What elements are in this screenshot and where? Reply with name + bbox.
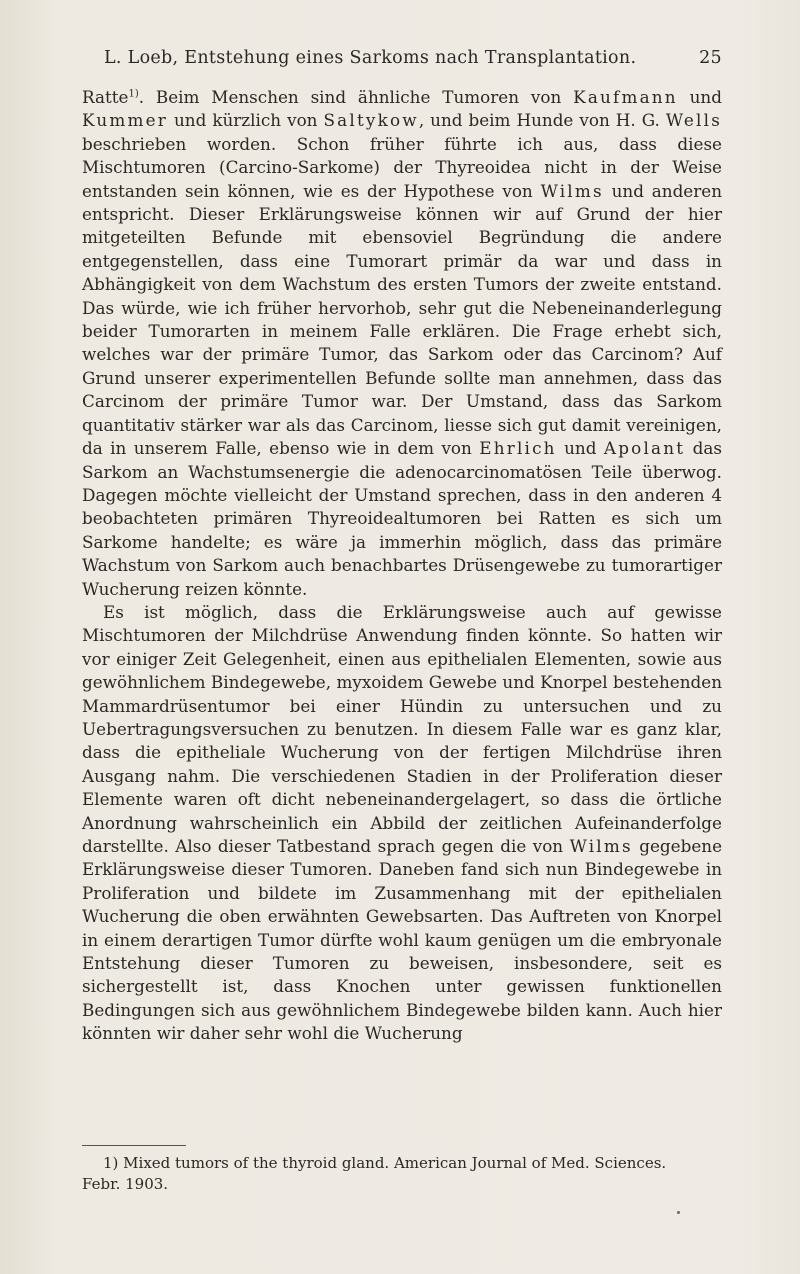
footnote	[82, 1153, 722, 1195]
text-run: , und beim Hunde von H. G.	[418, 110, 666, 131]
author-name: Apolant	[603, 438, 686, 459]
running-header	[104, 48, 722, 68]
text-run: beschrieben worden. Schon früher führte ich aus, dass diese Mischtumoren (Carcino-Sarkome) der Thyreoidea nicht in der Weise entstanden sein können, wie es der Hypothese von	[82, 133, 722, 201]
text-run: und	[677, 87, 722, 107]
text-run: und kürzlich von	[167, 110, 324, 131]
body-text	[82, 86, 722, 1046]
text-run: . Beim Menschen sind ähnliche Tumoren von	[138, 87, 574, 107]
footnote-line-2: Febr. 1903.	[82, 1175, 169, 1193]
author-name: Kaufmann	[573, 87, 678, 107]
text-run: gegebene Erklärungsweise dieser Tumoren. Daneben fand sich nun Bindegewebe in Proliferation und bildete im Zusammenhang mit der epithelialen Wucherung die oben erwähnten Gewebsarten. Das Auftreten von Knorpel in einem derartigen Tumor dürfte wohl kaum genügen um die embryonale Entstehung dieser Tumoren zu beweisen, insbesondere, seit es sichergestellt ist, dass Knochen unter gewissen funktionellen Bedingungen sich aus gewöhnlichem Bindegewebe bilden kann. Auch hier könnten wir daher sehr wohl die Wucherung	[82, 836, 723, 1044]
running-title: L. Loeb, Entstehung eines Sarkoms nach Transplantation.	[104, 48, 637, 68]
paragraph-1	[82, 86, 722, 601]
footnote-marker: 1)	[128, 88, 139, 100]
text-run: Ratte	[82, 87, 129, 107]
author-name: Wells	[665, 110, 722, 131]
footnote-line-1: 1) Mixed tumors of the thyroid gland. American Journal of Med. Sciences.	[103, 1154, 667, 1172]
author-name: Saltykow	[323, 110, 419, 131]
paragraph-2	[82, 601, 722, 1046]
author-name: Wilms	[569, 836, 633, 856]
text-run: das Sarkom an Wachstumsenergie die adenocarcinomatösen Teile überwog. Dagegen möchte vielleicht der Umstand sprechen, dass in den anderen 4 beobachteten primären Thyreoidealtumoren bei Ratten es sich um Sarkome handelte; es wäre ja immerhin möglich, dass das primäre Wachstum von Sarkom auch benachbartes Drüsengewebe zu tumorartiger Wucherung reizen könnte.	[82, 438, 722, 599]
footnote-divider	[82, 1145, 186, 1146]
text-run: und anderen entspricht. Dieser Erklärungsweise können wir auf Grund der hier mitgeteilten Befunde mit ebensoviel Begründung die andere entgegenstellen, dass eine Tumorart primär da war und dass in Abhängigkeit von dem Wachstum des ersten Tumors der zweite entstand. Das würde, wie ich früher hervorhob, sehr gut die Nebeneinanderlegung beider Tumorarten in meinem Falle erklären. Die Frage erhebt sich, welches war der primäre Tumor, das Sarkom oder das Carcinom? Auf Grund unserer experimentellen Befunde sollte man annehmen, dass das Carcinom der primäre Tumor war. Der Umstand, dass das Sarkom quantitativ stärker war als das Carcinom, liesse sich gut damit vereinigen, da in unserem Falle, ebenso wie in dem von	[82, 180, 723, 459]
text-run: Es ist möglich, dass die Erklärungsweise auch auf gewisse Mischtumoren der Milchdrüse Anwendung finden könnte. So hatten wir vor einiger Zeit Gelegenheit, einen aus epithelialen Elementen, sowie aus gewöhnlichem Bindegewebe, myxoidem Gewebe und Knorpel bestehenden Mammardrüsentumor bei einer Hündin zu untersuchen und zu Uebertragungsversuchen zu benutzen. In diesem Falle war es ganz klar, dass die epitheliale Wucherung von der fertigen Milchdrüse ihren Ausgang nahm. Die verschiedenen Stadien in der Proliferation dieser Elemente waren oft dicht nebeneinandergelagert, so dass die örtliche Anordnung wahrscheinlich ein Abbild der zeitlichen Aufeinanderfolge darstellte. Also dieser Tatbestand sprach gegen die von	[82, 601, 722, 856]
page-number: 25	[699, 48, 722, 68]
author-name: Ehrlich	[479, 438, 557, 459]
text-run: und	[556, 438, 604, 459]
author-name: Kummer	[82, 110, 168, 131]
author-name: Wilms	[540, 180, 604, 201]
print-speck	[677, 1211, 680, 1214]
